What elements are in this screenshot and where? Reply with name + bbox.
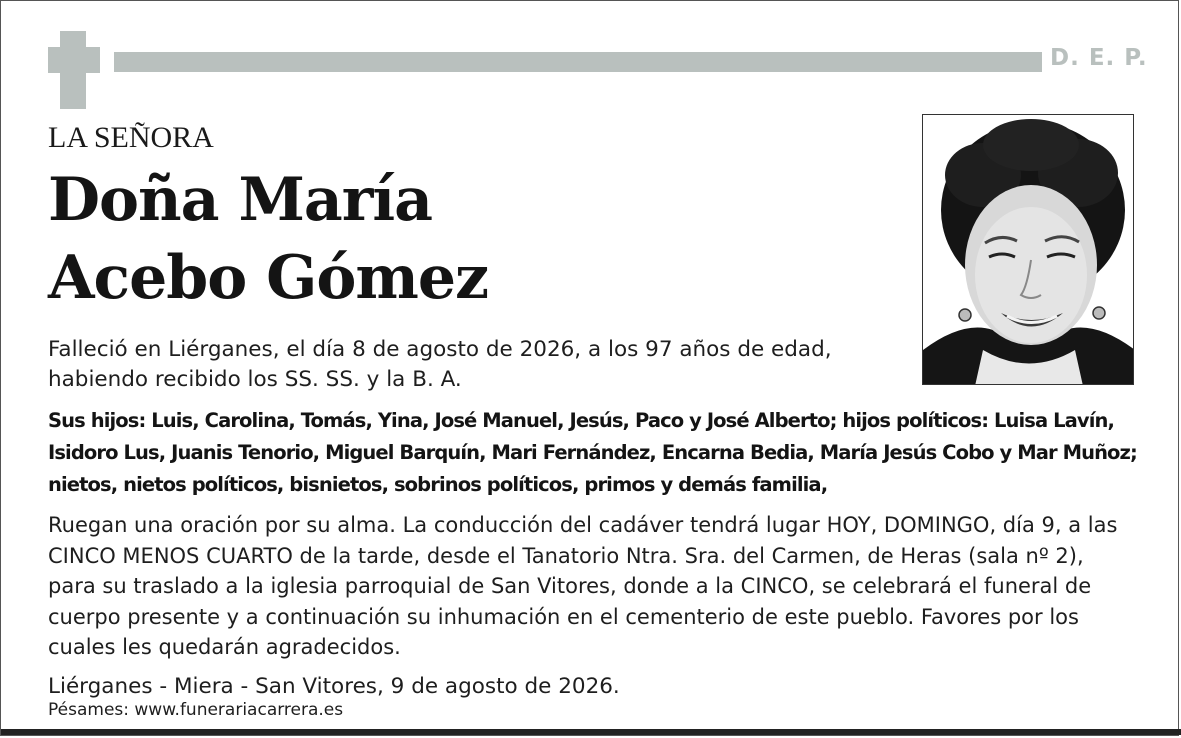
dep-label: D. E. P. [1050, 45, 1148, 71]
portrait-photo [922, 114, 1134, 385]
bottom-border [1, 729, 1181, 735]
death-notice: Falleció en Liérganes, el día 8 de agosto de 2026, a los 97 años de edad, habiendo recibido los SS. SS. y la B. A. [48, 337, 832, 392]
cross-icon-bar [48, 47, 100, 73]
place-date: Liérganes - Miera - San Vitores, 9 de agosto de 2026. [48, 674, 620, 699]
name-line-1: Doña María [48, 165, 433, 235]
header-rule [114, 52, 1042, 72]
condolences-link[interactable]: Pésames: www.funerariacarrera.es [48, 700, 344, 720]
family-list: Sus hijos: Luis, Carolina, Tomás, Yina, José Manuel, Jesús, Paco y José Alberto; hijos políticos: Luisa Lavín, Isidoro Lus, Juanis Tenorio, Miguel Barquín, Mari Fernández, Encarna Bedia, María Jesús Cobo y Mar Muñoz; nietos, nietos políticos, bisnietos, sobrinos políticos, primos y demás familia, [48, 409, 1137, 496]
portrait-image [923, 115, 1134, 385]
ceremony-details: Ruegan una oración por su alma. La conducción del cadáver tendrá lugar HOY, DOMINGO, día 9, a las CINCO MENOS CUARTO de la tarde, desde el Tanatorio Ntra. Sra. del Carmen, de Heras (sala nº 2), para su traslado a la iglesia parroquial de San Vitores, donde a la CINCO, se celebrará el funeral de cuerpo presente y a continuación su inhumación en el cementerio de este pueblo. Favores por los cuales les quedarán agradecidos. [48, 513, 1118, 659]
honorific-title: LA SEÑORA [48, 121, 214, 154]
deceased-name [48, 161, 488, 317]
name-line-2: Acebo Gómez [48, 243, 489, 313]
